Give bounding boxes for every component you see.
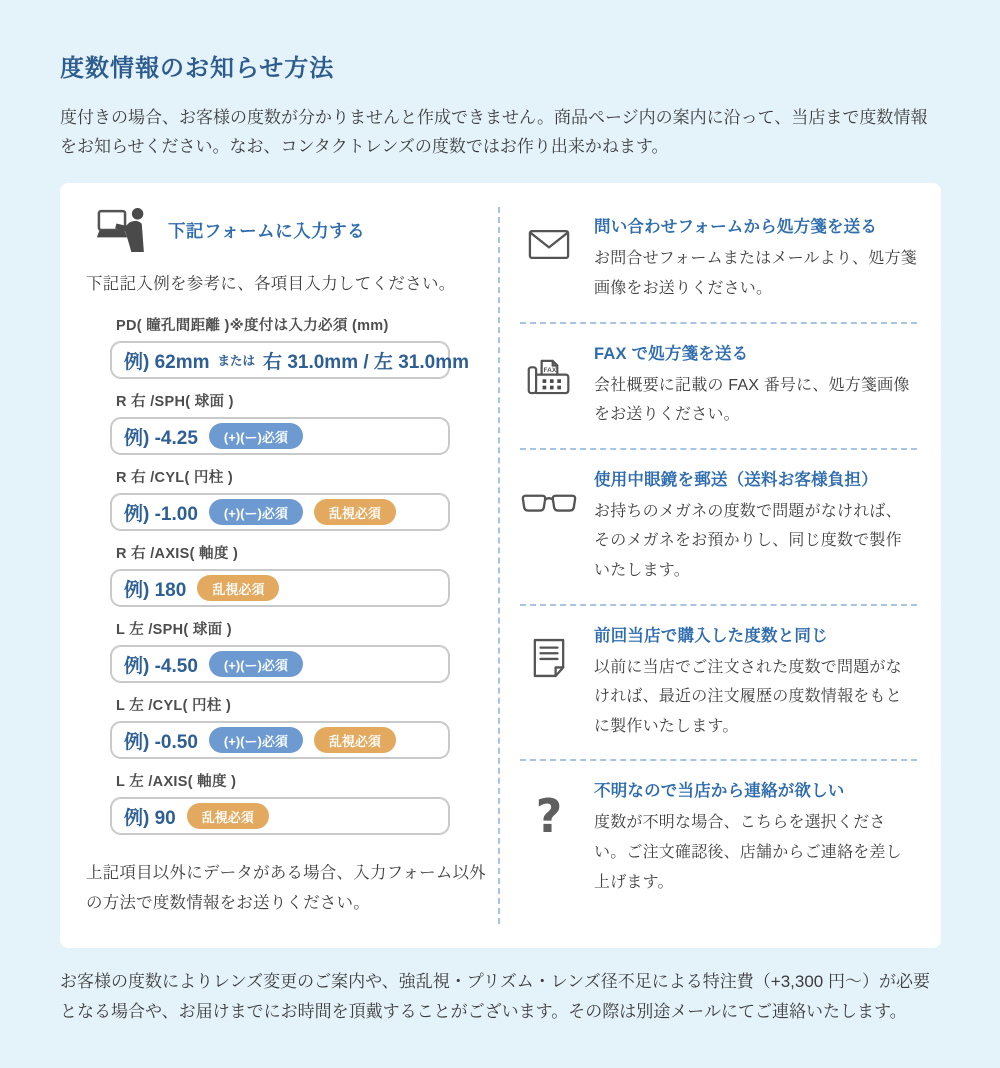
cyl-right-label: R 右 /CYL( 円柱 ) (116, 470, 233, 487)
sph-left-label: L 左 /SPH( 球面 ) (116, 622, 232, 639)
sph-left-example: 例) -4.50 (124, 655, 198, 677)
pd-example-value: 例) 62mm (124, 351, 210, 373)
pd-field[interactable] (110, 341, 469, 379)
computer-person-icon (96, 207, 152, 253)
axis-left-field[interactable] (110, 797, 450, 835)
question-icon: ? (535, 789, 563, 844)
axis-right-label: R 右 /AXIS( 軸度 ) (116, 546, 239, 563)
section-divider (520, 448, 917, 450)
method-body: 会社概要に記載の FAX 番号に、処方箋画像をお送りください。 (594, 376, 910, 424)
method-mail-glasses (520, 454, 917, 602)
plus-minus-required-badge: (+)(ー)必須 (209, 651, 303, 677)
form-section-heading: 下記フォームに入力する (168, 220, 366, 241)
form-instruction: 下記記入例を参考に、各項目入力してください。 (86, 275, 456, 294)
sph-right-label: R 右 /SPH( 球面 ) (116, 394, 234, 411)
prescription-methods-card (60, 183, 941, 948)
sph-left-field[interactable] (110, 645, 450, 683)
method-fax (520, 328, 917, 446)
plus-minus-required-badge: (+)(ー)必須 (209, 423, 303, 449)
pd-field-label: PD( 瞳孔間距離 )※度付は入力必須 (mm) (116, 318, 389, 335)
method-heading: 不明なので当店から連絡が欲しい (594, 782, 845, 801)
alternative-methods-column (500, 183, 941, 948)
footer-note: お客様の度数によりレンズ変更のご案内や、強乱視・プリズム・レンズ径不足による特注費（+3,300 円〜）が必要となる場合や、お届けまでにお時間を頂戴することがございます。その際は別途メールにてご連絡いたします。 (60, 972, 930, 1022)
astigmatism-required-badge: 乱視必須 (197, 575, 279, 601)
plus-minus-required-badge: (+)(ー)必須 (209, 727, 303, 753)
method-body: 以前に当店でご注文された度数で問題がなければ、最近の注文履歴の度数情報をもとに製作いたします。 (594, 658, 902, 735)
axis-right-field[interactable] (110, 569, 450, 607)
cyl-right-field[interactable] (110, 493, 450, 531)
astigmatism-required-badge: 乱視必須 (187, 803, 269, 829)
method-unknown-contact (520, 765, 917, 913)
section-divider (520, 759, 917, 761)
method-body: お持ちのメガネの度数で問題がなければ、そのメガネをお預かりし、同じ度数で製作いたします。 (594, 502, 902, 580)
cyl-right-example: 例) -1.00 (124, 503, 198, 525)
cyl-left-label: L 左 /CYL( 円柱 ) (116, 698, 232, 715)
section-divider (520, 322, 917, 324)
cyl-left-example: 例) -0.50 (124, 731, 198, 753)
intro-text: 度付きの場合、お客様の度数が分かりませんと作成できません。商品ページ内の案内に沿って、当店まで度数情報をお知らせください。なお、コンタクトレンズの度数ではお作り出来かねます。 (60, 108, 928, 157)
document-icon (520, 622, 578, 742)
astigmatism-required-badge: 乱視必須 (314, 499, 396, 525)
pd-example-value-alt: 右 31.0mm / 左 31.0mm (263, 351, 469, 373)
method-body: 度数が不明な場合、こちらを選択ください。ご注文確認後、店舗からご連絡を差し上げます。 (594, 814, 902, 891)
form-example-column (60, 183, 498, 948)
form-example-block (110, 314, 498, 835)
sph-right-field[interactable] (110, 417, 450, 455)
sph-right-example: 例) -4.25 (124, 427, 198, 449)
envelope-icon (520, 213, 578, 303)
section-divider (520, 604, 917, 606)
cyl-left-field[interactable] (110, 721, 450, 759)
axis-left-example: 例) 90 (124, 807, 176, 829)
method-heading: 前回当店で購入した度数と同じ (594, 626, 828, 645)
svg-text:FAX: FAX (543, 366, 557, 374)
form-note: 上記項目以外にデータがある場合、入力フォーム以外の方法で度数情報をお送りください。 (86, 864, 486, 912)
axis-left-label: L 左 /AXIS( 軸度 ) (116, 774, 237, 791)
axis-right-example: 例) 180 (124, 579, 187, 601)
astigmatism-required-badge: 乱視必須 (314, 727, 396, 753)
method-heading: 問い合わせフォームから処方箋を送る (594, 218, 878, 237)
plus-minus-required-badge: (+)(ー)必須 (209, 499, 303, 525)
form-header (96, 207, 498, 253)
fax-icon (520, 340, 578, 430)
page-title: 度数情報のお知らせ方法 (60, 55, 335, 82)
glasses-icon (520, 466, 578, 586)
pd-example-or: または (217, 354, 256, 369)
method-heading: FAX で処方箋を送る (594, 344, 749, 363)
method-heading: 使用中眼鏡を郵送（送料お客様負担） (594, 470, 878, 489)
method-contact-form (520, 201, 917, 319)
method-body: お問合せフォームまたはメールより、処方箋画像をお送りください。 (594, 250, 917, 298)
method-previous-order (520, 610, 917, 758)
